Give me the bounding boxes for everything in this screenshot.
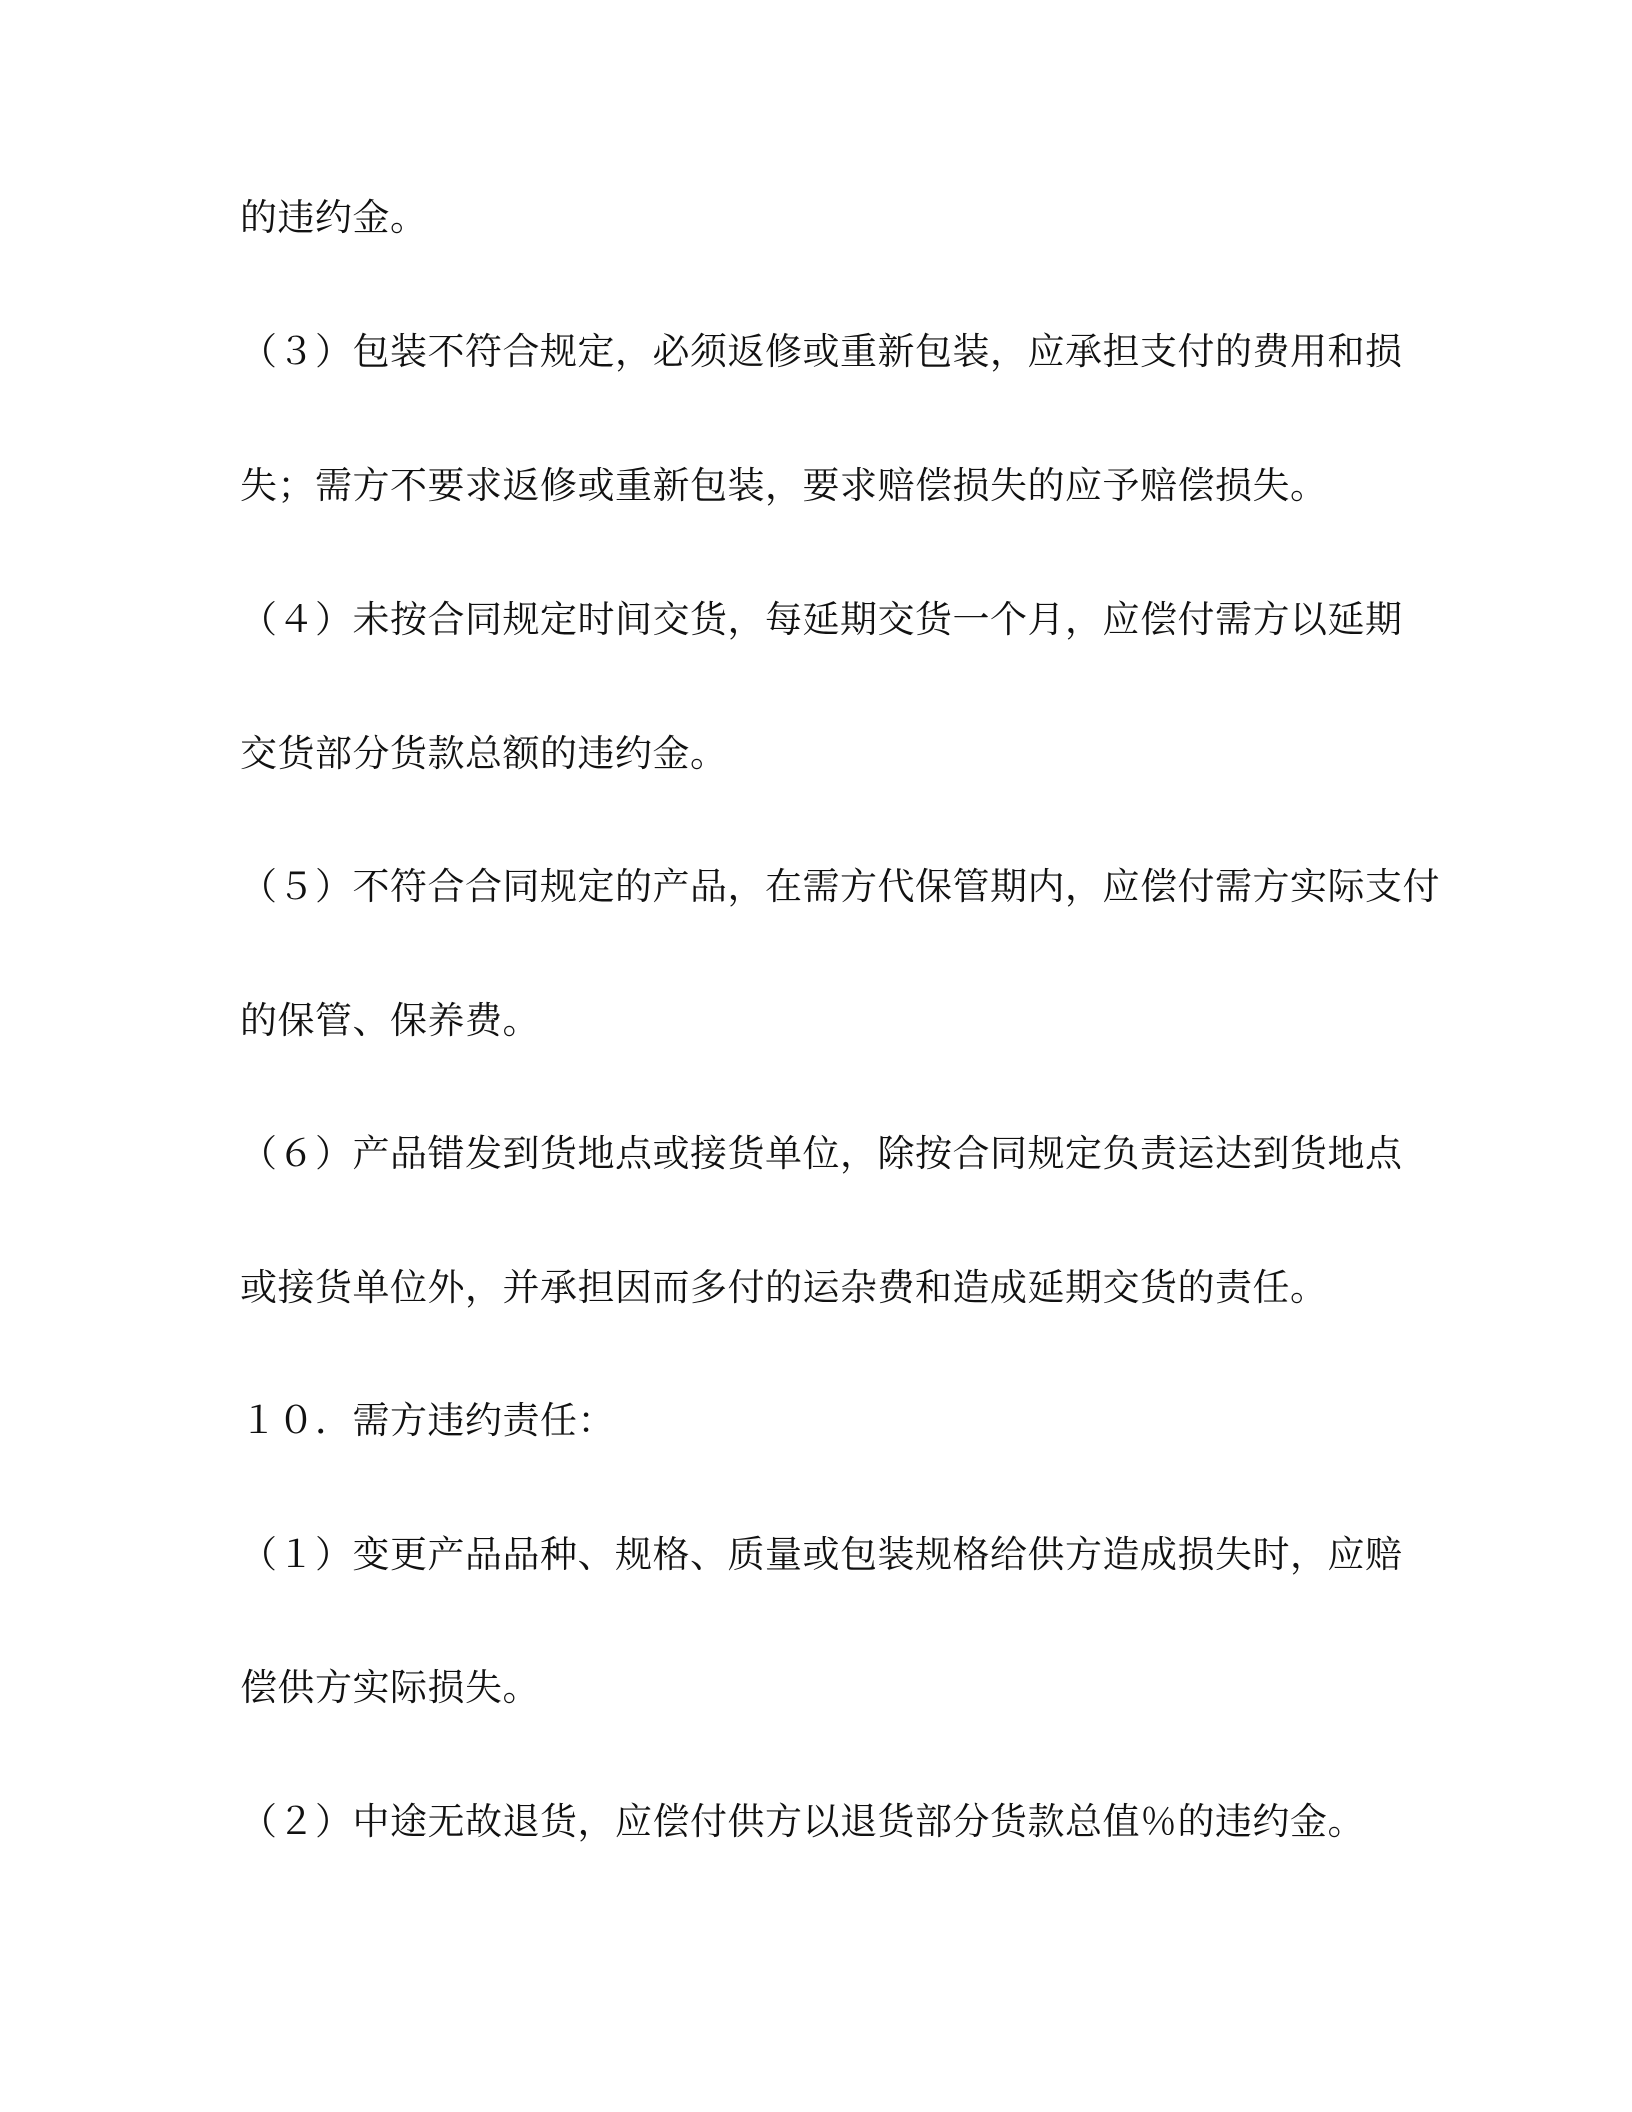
text-line: 的违约金。 — [240, 196, 428, 239]
section-10-clause-1-line-2: 偿供方实际损失。 — [240, 1666, 540, 1709]
section-10-clause-2-line-1: （２）中途无故退货，应偿付供方以退货部分货款总值％的违约金。 — [240, 1800, 1365, 1843]
clause-6-line-1: （６）产品错发到货地点或接货单位，除按合同规定负责运达到货地点 — [240, 1132, 1403, 1175]
clause-4-line-2: 交货部分货款总额的违约金。 — [240, 732, 728, 775]
clause-3-line-1: （３）包装不符合规定，必须返修或重新包装，应承担支付的费用和损 — [240, 330, 1403, 373]
section-10-heading: １０．需方违约责任： — [240, 1399, 615, 1442]
clause-5-line-1: （５）不符合合同规定的产品，在需方代保管期内，应偿付需方实际支付 — [240, 865, 1440, 908]
clause-5-line-2: 的保管、保养费。 — [240, 999, 540, 1042]
clause-4-line-1: （４）未按合同规定时间交货，每延期交货一个月，应偿付需方以延期 — [240, 598, 1403, 641]
clause-6-line-2: 或接货单位外，并承担因而多付的运杂费和造成延期交货的责任。 — [240, 1266, 1328, 1309]
clause-3-line-2: 失；需方不要求返修或重新包装，要求赔偿损失的应予赔偿损失。 — [240, 464, 1328, 507]
section-10-clause-1-line-1: （１）变更产品品种、规格、质量或包装规格给供方造成损失时，应赔 — [240, 1533, 1403, 1576]
